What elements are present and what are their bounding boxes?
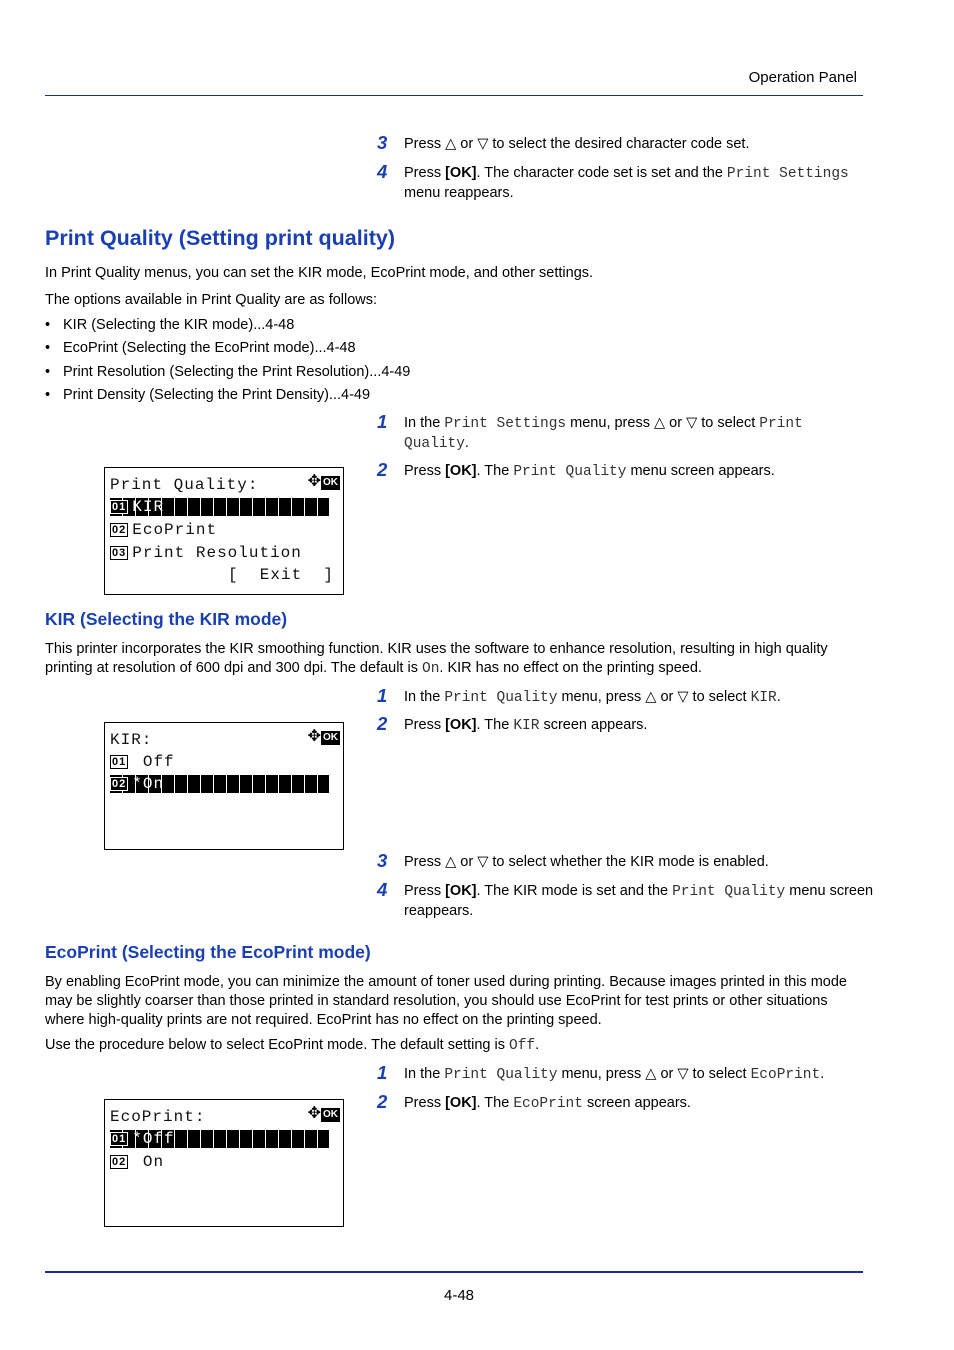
navigation-keys-icon: ✥ bbox=[307, 473, 321, 490]
kir-step-4 bbox=[377, 879, 874, 922]
page-number: 4-48 bbox=[443, 1287, 475, 1304]
kir-description: This printer incorporates the KIR smoothing function. KIR uses the software to enhance resolution, resulting in high quality printing at resolution of 600 dpi and 300 dpi. The default is On. KIR has no effect on the printing speed. bbox=[45, 641, 828, 677]
lcd-kir-screen bbox=[104, 722, 344, 850]
step-number: 3 bbox=[377, 850, 388, 871]
lcd-menu-item-kir[interactable]: 01 KIR bbox=[112, 498, 165, 516]
section-title-ecoprint: EcoPrint (Selecting the EcoPrint mode) bbox=[45, 942, 371, 962]
kir-step-2 bbox=[377, 713, 867, 736]
lcd-print-quality-menu bbox=[104, 467, 344, 595]
step-text: Press [OK]. The EcoPrint screen appears. bbox=[404, 1095, 691, 1112]
step-text: Press [OK]. The character code set is set and the Print Settings menu reappears. bbox=[404, 165, 849, 201]
lcd-exit-softkey[interactable]: [ Exit ] bbox=[228, 566, 335, 584]
bullet-item-print-density[interactable]: • Print Density (Selecting the Print Density)...4-49 bbox=[45, 387, 371, 403]
eco-step-1 bbox=[377, 1062, 867, 1085]
step-number: 1 bbox=[377, 1062, 388, 1083]
step-text: In the Print Quality menu, press △ or ▽ to select KIR. bbox=[404, 689, 781, 706]
pq-step-1 bbox=[377, 411, 867, 454]
step-text: Press △ or ▽ to select whether the KIR mode is enabled. bbox=[404, 854, 769, 870]
step-3-char-code bbox=[377, 132, 867, 155]
step-number: 1 bbox=[377, 685, 388, 706]
lcd-option-off[interactable]: 01 Off bbox=[112, 753, 175, 771]
step-number: 3 bbox=[377, 132, 388, 153]
pq-step-2 bbox=[377, 459, 867, 482]
step-text: Press [OK]. The KIR mode is set and the Print Quality menu screen reappears. bbox=[404, 883, 874, 919]
step-text: Press [OK]. The Print Quality menu screen appears. bbox=[404, 463, 775, 480]
running-header: Operation Panel bbox=[748, 69, 857, 86]
ok-key-icon: OK bbox=[323, 732, 338, 743]
lcd-menu-item-print-resolution[interactable]: 03 Print Resolution bbox=[112, 544, 302, 562]
step-number: 2 bbox=[377, 1091, 388, 1112]
lcd-option-off[interactable]: 01 *Off bbox=[112, 1130, 175, 1148]
ecoprint-default-note: Use the procedure below to select EcoPrint mode. The default setting is Off. bbox=[45, 1037, 540, 1054]
ok-key-icon: OK bbox=[323, 477, 338, 488]
lcd-option-on[interactable]: 02 On bbox=[112, 1153, 165, 1171]
step-text: In the Print Settings menu, press △ or ▽ to select Print Quality. bbox=[404, 415, 803, 452]
bullet-item-ecoprint[interactable]: • EcoPrint (Selecting the EcoPrint mode)...4-48 bbox=[45, 340, 356, 356]
footer-rule bbox=[45, 1271, 863, 1273]
lcd-ecoprint-screen bbox=[104, 1099, 344, 1227]
step-number: 4 bbox=[377, 879, 388, 900]
ecoprint-description: By enabling EcoPrint mode, you can minimize the amount of toner used during printing. Because images printed in this mode may be slightly coarser than those printed in standard resolution, you should use EcoPrint for test prints or other situations where high-quality prints are not required. EcoPrint has no effect on the printing speed. bbox=[45, 974, 847, 1028]
section-title-kir: KIR (Selecting the KIR mode) bbox=[45, 609, 288, 629]
ok-key-icon: OK bbox=[323, 1109, 338, 1120]
lcd-title: Print Quality: bbox=[110, 476, 259, 494]
navigation-keys-icon: ✥ bbox=[307, 728, 321, 745]
navigation-keys-icon: ✥ bbox=[307, 1105, 321, 1122]
lcd-option-on[interactable]: 02 *On bbox=[112, 775, 165, 793]
print-quality-options-intro: The options available in Print Quality are as follows: bbox=[45, 292, 378, 308]
kir-step-3 bbox=[377, 850, 867, 873]
step-text: Press [OK]. The KIR screen appears. bbox=[404, 717, 648, 734]
bullet-item-kir[interactable]: • KIR (Selecting the KIR mode)...4-48 bbox=[45, 317, 295, 333]
lcd-title: EcoPrint: bbox=[110, 1108, 206, 1126]
header-rule bbox=[45, 95, 863, 96]
step-text: In the Print Quality menu, press △ or ▽ to select EcoPrint. bbox=[404, 1066, 825, 1083]
eco-step-2 bbox=[377, 1091, 867, 1114]
bullet-item-print-resolution[interactable]: • Print Resolution (Selecting the Print Resolution)...4-49 bbox=[45, 364, 411, 380]
step-4-char-code bbox=[377, 161, 867, 204]
step-text: Press △ or ▽ to select the desired character code set. bbox=[404, 136, 750, 152]
step-number: 2 bbox=[377, 459, 388, 480]
print-quality-intro: In Print Quality menus, you can set the KIR mode, EcoPrint mode, and other settings. bbox=[45, 265, 594, 281]
section-title-print-quality: Print Quality (Setting print quality) bbox=[45, 226, 395, 250]
step-number: 2 bbox=[377, 713, 388, 734]
kir-step-1 bbox=[377, 685, 867, 708]
step-number: 4 bbox=[377, 161, 388, 182]
lcd-title: KIR: bbox=[110, 731, 153, 749]
lcd-menu-item-ecoprint[interactable]: 02 EcoPrint bbox=[112, 521, 218, 539]
step-number: 1 bbox=[377, 411, 388, 432]
